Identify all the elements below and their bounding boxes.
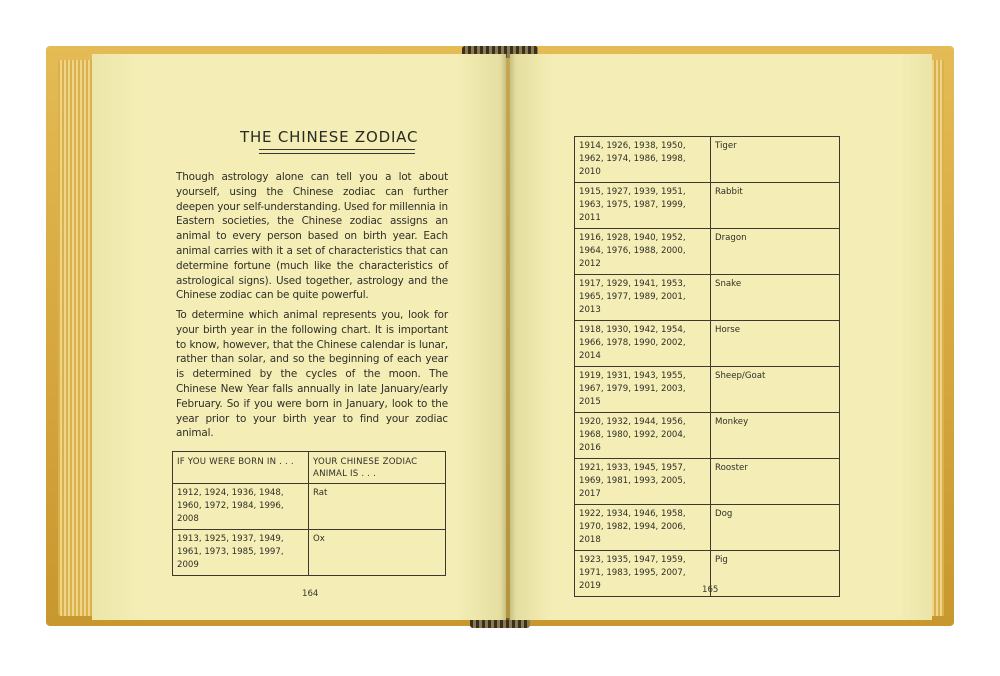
animal-cell: Pig (711, 551, 840, 597)
book-gutter (500, 54, 516, 620)
header-birth-year: IF YOU WERE BORN IN . . . (173, 452, 309, 484)
animal-cell: Tiger (711, 137, 840, 183)
page-title: THE CHINESE ZODIAC (240, 128, 419, 146)
page-number-right: 165 (702, 585, 719, 595)
animal-cell: Rabbit (711, 183, 840, 229)
page-number-left: 164 (302, 589, 319, 599)
years-cell: 1923, 1935, 1947, 1959, 1971, 1983, 1995, 2007, 2019 (575, 551, 711, 597)
animal-cell: Snake (711, 275, 840, 321)
table-row (575, 367, 840, 413)
title-underline-top (259, 149, 415, 150)
animal-cell: Monkey (711, 413, 840, 459)
years-cell: 1922, 1934, 1946, 1958, 1970, 1982, 1994, 2006, 2018 (575, 505, 711, 551)
years-cell: 1916, 1928, 1940, 1952, 1964, 1976, 1988, 2000, 2012 (575, 229, 711, 275)
table-row (575, 505, 840, 551)
years-cell: 1913, 1925, 1937, 1949, 1961, 1973, 1985, 1997, 2009 (173, 530, 309, 576)
years-cell: 1915, 1927, 1939, 1951, 1963, 1975, 1987, 1999, 2011 (575, 183, 711, 229)
table-header-row (173, 452, 446, 484)
instructions-paragraph: To determine which animal represents you, look for your birth year in the following chart. It is important to know, however, that the Chinese calendar is lunar, rather than solar, and so the beginning of each year is determined by the cycles of the moon. The Chinese New Year falls annually in late January/early February. So if you were born in January, look to the year prior to your birth year to find your zodiac animal. (176, 309, 448, 440)
table-row (173, 530, 446, 576)
years-cell: 1912, 1924, 1936, 1948, 1960, 1972, 1984, 1996, 2008 (173, 484, 309, 530)
animal-cell: Ox (309, 530, 446, 576)
animal-cell: Rooster (711, 459, 840, 505)
table-row (173, 484, 446, 530)
zodiac-table-left (172, 451, 446, 576)
zodiac-table-right (574, 136, 840, 597)
years-cell: 1920, 1932, 1944, 1956, 1968, 1980, 1992, 2004, 2016 (575, 413, 711, 459)
table-row (575, 229, 840, 275)
table-row (575, 183, 840, 229)
table-row (575, 413, 840, 459)
table-row (575, 459, 840, 505)
animal-cell: Sheep/Goat (711, 367, 840, 413)
years-cell: 1921, 1933, 1945, 1957, 1969, 1981, 1993, 2005, 2017 (575, 459, 711, 505)
years-cell: 1918, 1930, 1942, 1954, 1966, 1978, 1990, 2002, 2014 (575, 321, 711, 367)
table-row (575, 275, 840, 321)
title-underline-bottom (259, 153, 415, 154)
intro-paragraph: Though astrology alone can tell you a lot about yourself, using the Chinese zodiac can further deepen your self-understanding. Used for millennia in Eastern societies, the Chinese zodiac assigns an animal to every person based on birth year. Each animal carries with it a set of characteristics that can determine fortune (much like the characteristics of astrological signs). Used together, astrology and the Chinese zodiac can be quite powerful. (176, 171, 448, 302)
animal-cell: Dragon (711, 229, 840, 275)
header-zodiac-animal: YOUR CHINESE ZODIAC ANIMAL IS . . . (309, 452, 446, 484)
years-cell: 1917, 1929, 1941, 1953, 1965, 1977, 1989, 2001, 2013 (575, 275, 711, 321)
animal-cell: Rat (309, 484, 446, 530)
table-row (575, 321, 840, 367)
years-cell: 1919, 1931, 1943, 1955, 1967, 1979, 1991, 2003, 2015 (575, 367, 711, 413)
table-row (575, 137, 840, 183)
animal-cell: Horse (711, 321, 840, 367)
animal-cell: Dog (711, 505, 840, 551)
years-cell: 1914, 1926, 1938, 1950, 1962, 1974, 1986, 1998, 2010 (575, 137, 711, 183)
